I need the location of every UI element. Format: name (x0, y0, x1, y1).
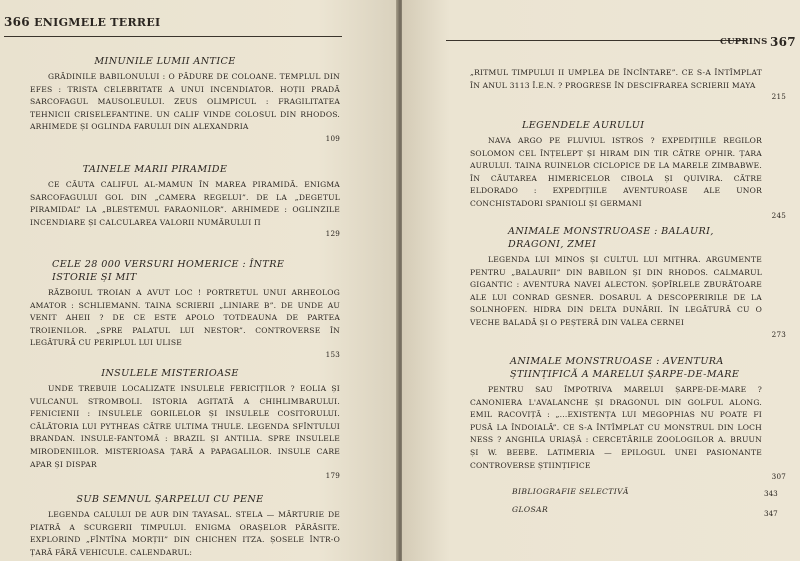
section-page-number: 307 (771, 472, 786, 482)
section-title: LEGENDELE AURULUI (522, 120, 645, 131)
right-running-head-title: CUPRINS (720, 37, 768, 47)
section-page-number: 109 (325, 133, 340, 143)
section-body: RĂZBOIUL TROIAN A AVUT LOC ! PORTRETUL UNUI ARHEOLOG AMATOR : SCHLIEMANN. TAINA SCRIERII „LINIARE B”. DE UNDE AU VENIT AHEII ? DE CE ESTE APOLO TOTDEAUNA DE PARTEA TROIENILOR. „SPRE PALATUL LUI NESTOR”. CONTROVERSE ÎN LEGĂTURĂ CU PERIPLUL LUI ULISE (30, 288, 340, 348)
section-page-number: 129 (325, 229, 340, 239)
section-page-number: 153 (325, 349, 340, 359)
section-title: ANIMALE MONSTRUOASE : AVENTURA ȘTIINȚIFICĂ A MARELUI ȘARPE-DE-MARE (510, 356, 740, 380)
section-body: „RITMUL TIMPULUI II UMPLEA DE ÎNCÎNTARE”. CE S-A ÎNTÎMPLAT ÎN ANUL 3113 Î.E.N. ? PROGRESE ÎN DESCIFRAREA SCRIERII MAYA (470, 68, 762, 90)
right-page (402, 0, 800, 561)
right-page-number: 367 (770, 35, 796, 49)
toc-section (30, 493, 340, 559)
section-body: PENTRU SAU ÎMPOTRIVA MARELUI ȘARPE-DE-MARE ? CANONIERA L'AVALANCHE ȘI DRAGONUL DIN GOLFUL ALONG. EMIL RACOVIȚĂ : „...EXISTENȚA LUI MEGOPHIAS NU POATE FI PUSĂ LA ÎNDOIALĂ”. CE S-A ÎNTÎMPLAT CU MONSTRUL DIN LOCH NESS ? ANGHILA URIAȘĂ : CERCETĂRILE ZOOLOGILOR A. BRUUN ȘI W. BEEBE. LATIMERIA — EPILOGUL UNEI PASIONANTE CONTROVERSE ȘTIINȚIFICE (470, 385, 762, 470)
section-page-number: 273 (771, 329, 786, 339)
section-body: NAVA ARGO PE FLUVIUL ISTROS ? EXPEDIȚIILE REGILOR SOLOMON CEL ÎNȚELEPT ȘI HIRAM DIN TIR CĂTRE OPHIR. ȚARA AURULUI. TAINA RUINELOR CICLOPICE DE LA MARELE ZIMBABWE. ÎN CĂUTAREA HIMERICELOR CIBOLA ȘI QUIVIRA. CĂTRE ELDORADO : EXPEDIȚIILE AVENTUROASE ALE UNOR CONCHISTADORI SPANIOLI ȘI GERMANI (470, 136, 762, 208)
toc-entry-bibliografie: BIBLIOGRAFIE SELECTIVĂ (512, 487, 629, 496)
toc-entry-page-number: 343 (764, 489, 778, 498)
section-page-number: 179 (325, 471, 340, 481)
right-header-rule (446, 40, 746, 41)
toc-section (30, 258, 340, 362)
right-page-number-wrap (770, 35, 796, 49)
section-body: UNDE TREBUIE LOCALIZATE INSULELE FERICIȚILOR ? EOLIA ȘI VULCANUL STROMBOLI. ISTORIA AGITATĂ A CHIHLIMBARULUI. FENICIENII : INSULELE GORILELOR ȘI INSULELE COSITORULUI. CĂLĂTORIA LUI PYTHEAS CĂTRE ULTIMA THULE. LEGENDA SFÎNTULUI BRANDAN. INSULE-FANTOMĂ : BRAZIL ȘI ANTILIA. SPRE INSULELE MIRODENIILOR. MISTERIOASA ȚARĂ A PAPAGALILOR. INSULE CARE APAR ȘI DISPAR (30, 384, 340, 469)
toc-entry-page-number: 347 (764, 509, 778, 518)
toc-section (30, 367, 340, 483)
section-body: LEGENDA LUI MINOS ȘI CULTUL LUI MITHRA. ARGUMENTE PENTRU „BALAURII” DIN BABILON ȘI DIN RHODOS. CALMARUL GIGANTIC : AVENTURA NAVEI ALECTON. ȘOPÎRLELE ZBURĂTOARE ALE LUI CONRAD GESNER. DOSARUL A DESCOPERIRILE DE LA SOLNHOFEN. HIDRA DIN DELTA DUNĂRII. ÎN LEGĂTURĂ CU O VECHE BALADĂ ȘI O PEȘTERĂ DIN VALEA CERNEI (470, 255, 762, 327)
left-running-head-title: ENIGMELE TERREI (34, 16, 161, 29)
toc-section (470, 355, 786, 484)
section-title: ANIMALE MONSTRUOASE : BALAURI, DRAGONI, ZMEI (508, 226, 714, 250)
left-header-rule (4, 36, 342, 37)
section-page-number: 215 (771, 92, 786, 102)
section-body: LEGENDA CALULUI DE AUR DIN TAYASAL. STELA — MĂRTURIE DE PIATRĂ A SCURGERII TIMPULUI. ENIGMA ORAȘELOR PĂRĂSITE. EXPLORIND „FÎNTÎNA MORȚII” DIN CHICHEN ITZA. ȘOSELE ÎNTR-O ȚARĂ FĂRĂ VEHICULE. CALENDARUL: (30, 510, 340, 557)
toc-section (30, 55, 340, 146)
left-page (0, 0, 398, 561)
section-body: GRĂDINILE BABILONULUI : O PĂDURE DE COLOANE. TEMPLUL DIN EFES : TRISTA CELEBRITATE A UNUI INCENDIATOR. HOȚII PRADĂ SARCOFAGUL MAUSOLEULUI. ZEUS OLIMPICUL : FRAGILITATEA TEHNICII CRISELEFANTINE. UN CALIF VINDE COLOSUL DIN RHODOS. ARHIMEDE ȘI OGLINDA FARULUI DIN ALEXANDRIA (30, 72, 340, 132)
section-title: SUB SEMNUL ȘARPELUI CU PENE (76, 494, 264, 505)
section-title: MINUNILE LUMII ANTICE (94, 56, 236, 67)
toc-section (470, 67, 786, 104)
section-title: INSULELE MISTERIOASE (101, 368, 239, 379)
section-page-number: 245 (771, 210, 786, 220)
toc-section (470, 225, 786, 341)
toc-entry-glosar: GLOSAR (512, 505, 549, 514)
section-title: CELE 28 000 VERSURI HOMERICE : ÎNTRE ISTORIE ȘI MIT (52, 259, 285, 283)
toc-section (470, 119, 786, 222)
left-running-head (4, 15, 160, 29)
section-body: CE CĂUTA CALIFUL AL-MAMUN ÎN MAREA PIRAMIDĂ. ENIGMA SARCOFAGULUI GOL DIN „CAMERA REGELUI”. DE LA „DEGETUL PIRAMIDAL” LA „BLESTEMUL FARAONILOR”. ARHIMEDE : OGLINZILE INCENDIARE ȘI CALCULAREA VALORII NUMĂRULUI Π (30, 180, 340, 227)
section-title: TAINELE MARII PIRAMIDE (82, 164, 228, 175)
left-page-number: 366 (4, 15, 30, 29)
toc-section (30, 163, 340, 241)
